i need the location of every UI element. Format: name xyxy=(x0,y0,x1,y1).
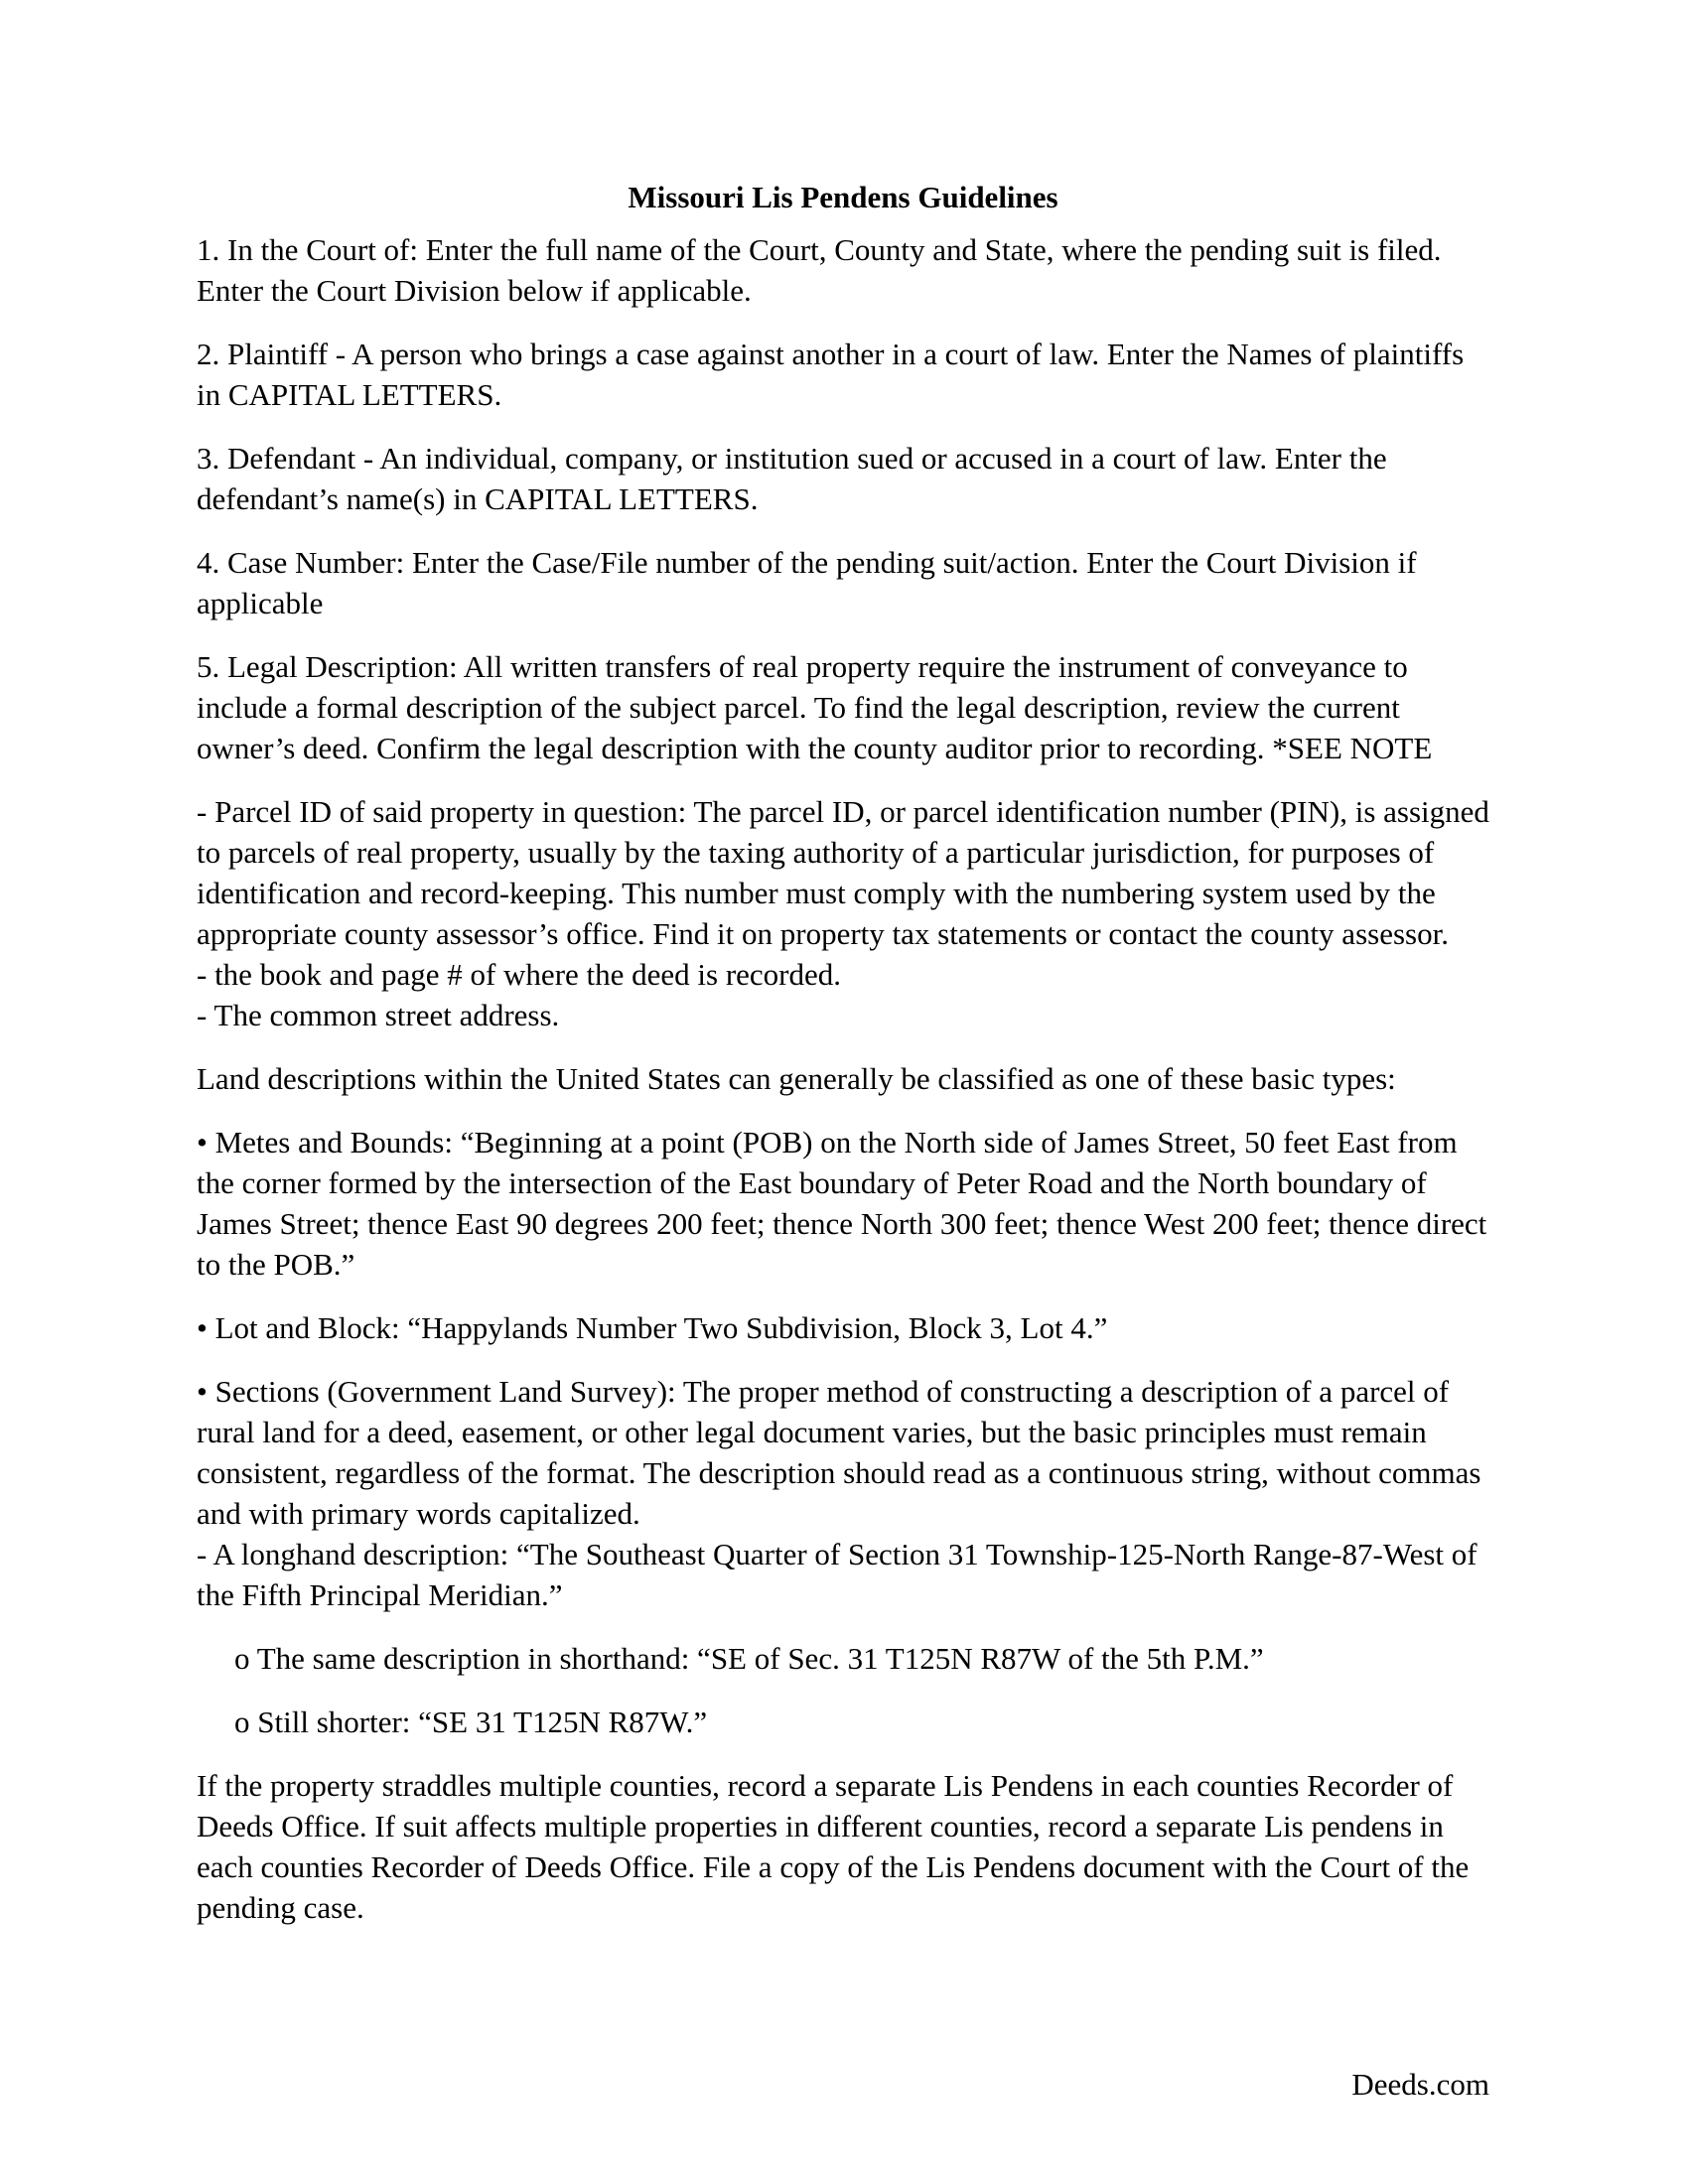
bullet-book-page: - the book and page # of where the deed is recorded. xyxy=(197,957,842,992)
page-title: Missouri Lis Pendens Guidelines xyxy=(628,180,1058,214)
lot-and-block: • Lot and Block: “Happylands Number Two Subdivision, Block 3, Lot 4.” xyxy=(197,1310,1108,1345)
footer-brand: Deeds.com xyxy=(1351,2067,1489,2102)
land-descriptions-intro: Land descriptions within the United States can generally be classified as one of these basic types: xyxy=(197,1061,1396,1096)
sections-survey: • Sections (Government Land Survey): The proper method of constructing a description of a parcel of rural land for a deed, easement, or other legal document varies, but the basic principles must remain consistent, regardless of the format. The description should read as a continuous string, without commas and with primary words capitalized. xyxy=(197,1374,1481,1531)
document-body xyxy=(197,177,1489,1951)
bullet-street-address: - The common street address. xyxy=(197,998,560,1032)
guideline-court: 1. In the Court of: Enter the full name of the Court, County and State, where the pending suit is filed. Enter the Court Division below if applicable. xyxy=(197,232,1442,308)
bullet-parcel-id: - Parcel ID of said property in question: The parcel ID, or parcel identification number (PIN), is assigned to parcels of real property, usually by the taxing authority of a particular jurisdiction, for purposes of identification and record-keeping. This number must comply with the numbering system used by the appropriate county assessor’s office. Find it on property tax statements or contact the county assessor. xyxy=(197,794,1489,951)
guideline-case-number: 4. Case Number: Enter the Case/File number of the pending suit/action. Enter the Court Division if applicable xyxy=(197,545,1417,620)
guideline-defendant: 3. Defendant - An individual, company, or institution sued or accused in a court of law. Enter the defendant’s name(s) in CAPITAL LETTERS. xyxy=(197,441,1387,516)
guideline-legal-description: 5. Legal Description: All written transfers of real property require the instrument of conveyance to include a formal description of the subject parcel. To find the legal description, review the current owner’s deed. Confirm the legal description with the county auditor prior to recording. *SEE NOTE xyxy=(197,649,1433,765)
shorthand-description: o The same description in shorthand: “SE of Sec. 31 T125N R87W of the 5th P.M.” xyxy=(234,1641,1264,1676)
guideline-plaintiff: 2. Plaintiff - A person who brings a case against another in a court of law. Enter the Names of plaintiffs in CAPITAL LETTERS. xyxy=(197,337,1465,412)
metes-and-bounds: • Metes and Bounds: “Beginning at a point (POB) on the North side of James Street, 50 feet East from the corner formed by the intersection of the East boundary of Peter Road and the North boundary of James Street; thence East 90 degrees 200 feet; thence North 300 feet; thence West 200 feet; thence direct to the POB.” xyxy=(197,1125,1487,1282)
still-shorter-description: o Still shorter: “SE 31 T125N R87W.” xyxy=(234,1705,708,1739)
closing-instructions: If the property straddles multiple counties, record a separate Lis Pendens in each counties Recorder of Deeds Office. If suit affects multiple properties in different counties, record a separate Lis pendens in each counties Recorder of Deeds Office. File a copy of the Lis Pendens document with the Court of the pending case. xyxy=(197,1768,1470,1925)
longhand-description: - A longhand description: “The Southeast Quarter of Section 31 Township-125-North Range-87-West of the Fifth Principal Meridian.” xyxy=(197,1537,1477,1612)
